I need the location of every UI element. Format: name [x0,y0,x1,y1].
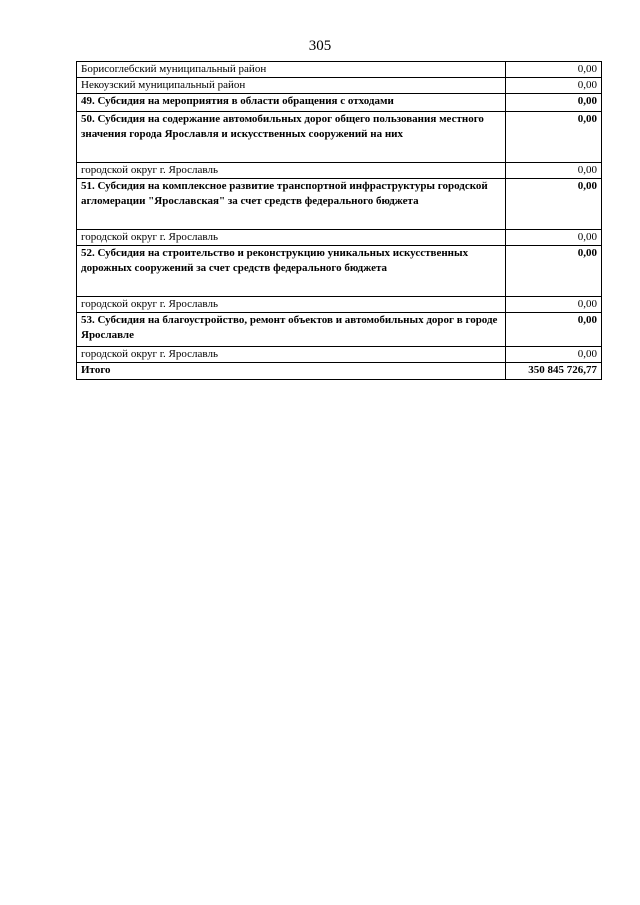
total-label: Итого [77,363,506,380]
row-amount: 0,00 [506,313,602,347]
row-amount: 0,00 [506,347,602,363]
subsidy-table [76,61,602,380]
row-name: 52. Субсидия на строительство и реконструкцию уникальных искусственных дорожных сооружений за счет средств федерального бюджета [77,246,506,297]
row-name: Борисоглебский муниципальный район [77,62,506,78]
row-name: 53. Субсидия на благоустройство, ремонт объектов и автомобильных дорог в городе Ярославле [77,313,506,347]
row-name: городской округ г. Ярославль [77,230,506,246]
row-name: 50. Субсидия на содержание автомобильных дорог общего пользования местного значения города Ярославля и искусственных сооружений на них [77,112,506,163]
table-row [77,246,602,297]
table-row [77,94,602,112]
row-amount: 0,00 [506,179,602,230]
total-amount: 350 845 726,77 [506,363,602,380]
table-row [77,297,602,313]
row-amount: 0,00 [506,246,602,297]
table-row [77,78,602,94]
row-amount: 0,00 [506,112,602,163]
table-row [77,313,602,347]
row-amount: 0,00 [506,163,602,179]
total-row [77,363,602,380]
row-name: 49. Субсидия на мероприятия в области обращения с отходами [77,94,506,112]
row-name: 51. Субсидия на комплексное развитие транспортной инфраструктуры городской агломерации "Ярославская" за счет средств федерального бюджета [77,179,506,230]
table-row [77,112,602,163]
table-row [77,179,602,230]
table-row [77,347,602,363]
row-amount: 0,00 [506,297,602,313]
row-name: Некоузский муниципальный район [77,78,506,94]
table-row [77,62,602,78]
row-amount: 0,00 [506,78,602,94]
table-row [77,163,602,179]
page-number: 305 [308,38,332,54]
row-amount: 0,00 [506,62,602,78]
row-amount: 0,00 [506,94,602,112]
row-name: городской округ г. Ярославль [77,297,506,313]
row-name: городской округ г. Ярославль [77,163,506,179]
table-row [77,230,602,246]
row-amount: 0,00 [506,230,602,246]
row-name: городской округ г. Ярославль [77,347,506,363]
